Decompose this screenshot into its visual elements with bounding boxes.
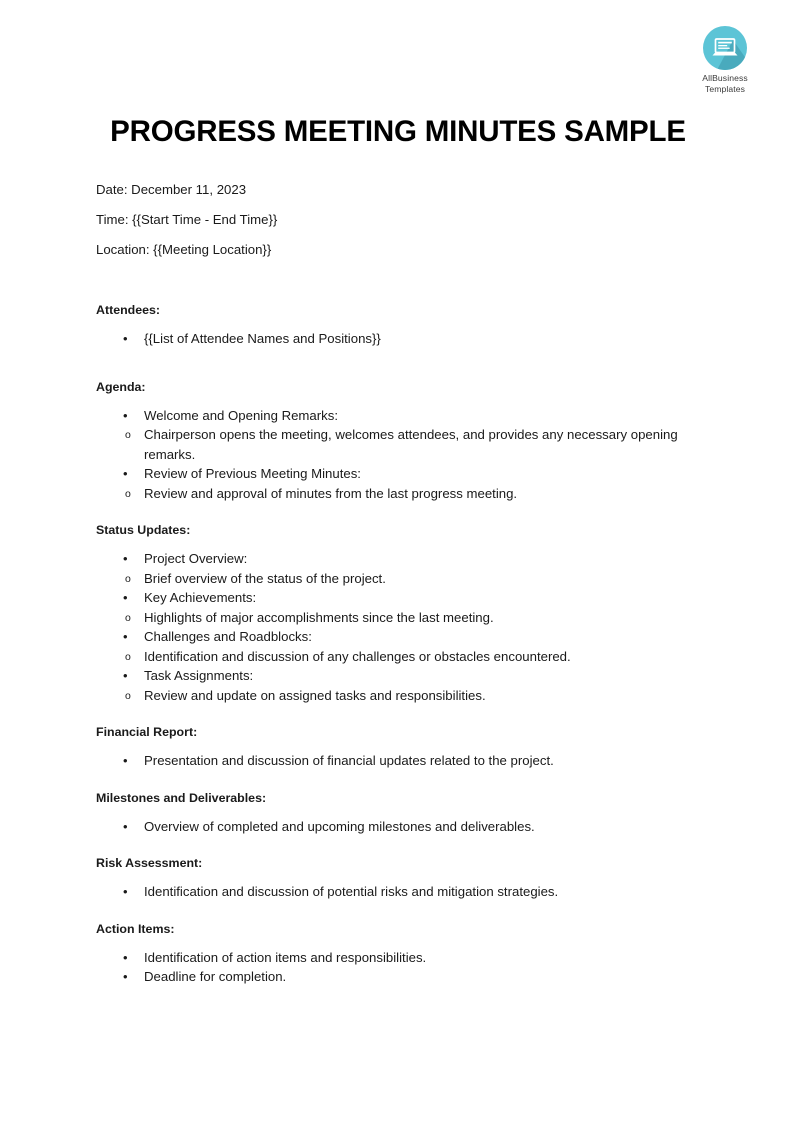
- section-spacer: [96, 503, 700, 522]
- list-item: [96, 882, 700, 902]
- list-item-label: • Identification and discussion of potential risks and mitigation strategies.: [144, 884, 558, 899]
- sub-list-item: [96, 647, 700, 667]
- bullet-list: [96, 817, 700, 837]
- section: [96, 790, 700, 837]
- section-heading: Status Updates:: [96, 523, 191, 537]
- sub-list-item: [96, 686, 700, 706]
- list-item-label: • Overview of completed and upcoming milestones and deliverables.: [144, 819, 535, 834]
- sub-bullet-list: [96, 569, 700, 589]
- list-item: [96, 588, 700, 627]
- list-item-label: • Presentation and discussion of financial updates related to the project.: [144, 753, 554, 768]
- sub-list-item: [96, 608, 700, 628]
- heading-spacer: [96, 806, 700, 817]
- heading-spacer: [96, 871, 700, 882]
- document-body: [96, 0, 700, 987]
- logo-text-line1: AllBusiness: [702, 73, 748, 83]
- section-spacer: [96, 272, 700, 302]
- section: [96, 855, 700, 902]
- list-item: [96, 817, 700, 837]
- list-item-label: • Identification of action items and responsibilities.: [144, 950, 426, 965]
- section-heading: Milestones and Deliverables:: [96, 790, 267, 805]
- section-spacer: [96, 349, 700, 379]
- list-item: [96, 464, 700, 503]
- list-item-label: • {{List of Attendee Names and Positions}}: [144, 331, 381, 346]
- heading-spacer: [96, 395, 700, 406]
- page-title: PROGRESS MEETING MINUTES SAMPLE: [110, 115, 686, 148]
- list-item-label: • Project Overview:: [144, 551, 247, 566]
- list-item: [96, 406, 700, 465]
- list-item: [96, 948, 700, 968]
- section-spacer: [96, 771, 700, 790]
- bullet-list: [96, 329, 700, 349]
- section-spacer: [96, 902, 700, 921]
- section: [96, 302, 700, 349]
- sub-bullet-list: [96, 647, 700, 667]
- list-item: [96, 751, 700, 771]
- list-item-label: • Key Achievements:: [144, 590, 256, 605]
- list-item: [96, 549, 700, 588]
- list-item-label: • Review of Previous Meeting Minutes:: [144, 466, 361, 481]
- section-heading: Attendees:: [96, 303, 161, 317]
- list-item-label: • Challenges and Roadblocks:: [144, 629, 312, 644]
- heading-spacer: [96, 740, 700, 751]
- bullet-list: [96, 882, 700, 902]
- sub-list-item: [96, 425, 700, 464]
- bullet-list: [96, 406, 700, 504]
- sub-bullet-list: [96, 425, 700, 464]
- logo-circle: [703, 26, 747, 70]
- sub-list-item-label: o Identification and discussion of any challenges or obstacles encountered.: [144, 649, 571, 664]
- sub-list-item-label: o Review and approval of minutes from the last progress meeting.: [144, 486, 517, 501]
- list-item: [96, 967, 700, 987]
- sub-list-item-label: o Highlights of major accomplishments since the last meeting.: [144, 610, 494, 625]
- sub-list-item-label: o Review and update on assigned tasks and responsibilities.: [144, 688, 486, 703]
- meeting-meta-block: [96, 182, 700, 258]
- bullet-list: [96, 948, 700, 987]
- section-heading: Action Items:: [96, 921, 175, 936]
- heading-spacer: [96, 937, 700, 948]
- list-item: [96, 627, 700, 666]
- section: [96, 379, 700, 504]
- section-heading: Financial Report:: [96, 725, 198, 739]
- bullet-list: [96, 549, 700, 705]
- sub-list-item: [96, 484, 700, 504]
- bullet-list: [96, 751, 700, 771]
- sub-bullet-list: [96, 686, 700, 706]
- heading-spacer: [96, 318, 700, 329]
- list-item-label: • Task Assignments:: [144, 668, 253, 683]
- section: [96, 522, 700, 705]
- meta-location: Location: {{Meeting Location}}: [96, 242, 272, 257]
- laptop-icon: [703, 26, 747, 70]
- list-item-label: • Deadline for completion.: [144, 969, 286, 984]
- meta-date: Date: December 11, 2023: [96, 182, 247, 197]
- section-spacer: [96, 836, 700, 855]
- section-heading: Risk Assessment:: [96, 856, 203, 870]
- sub-bullet-list: [96, 608, 700, 628]
- section-spacer: [96, 705, 700, 724]
- list-item: [96, 666, 700, 705]
- list-item: [96, 329, 700, 349]
- section: [96, 724, 700, 771]
- sub-bullet-list: [96, 484, 700, 504]
- section-heading: Agenda:: [96, 379, 146, 394]
- list-item-label: • Welcome and Opening Remarks:: [144, 408, 338, 423]
- sub-list-item-label: o Brief overview of the status of the project.: [144, 571, 386, 586]
- section: [96, 921, 700, 987]
- heading-spacer: [96, 538, 700, 549]
- sub-list-item-label: o Chairperson opens the meeting, welcomes attendees, and provides any necessary opening remarks.: [144, 427, 678, 462]
- sections-container: [96, 272, 700, 987]
- logo-text-line2: Templates: [704, 83, 746, 94]
- meta-time: Time: {{Start Time - End Time}}: [96, 212, 278, 227]
- sub-list-item: [96, 569, 700, 589]
